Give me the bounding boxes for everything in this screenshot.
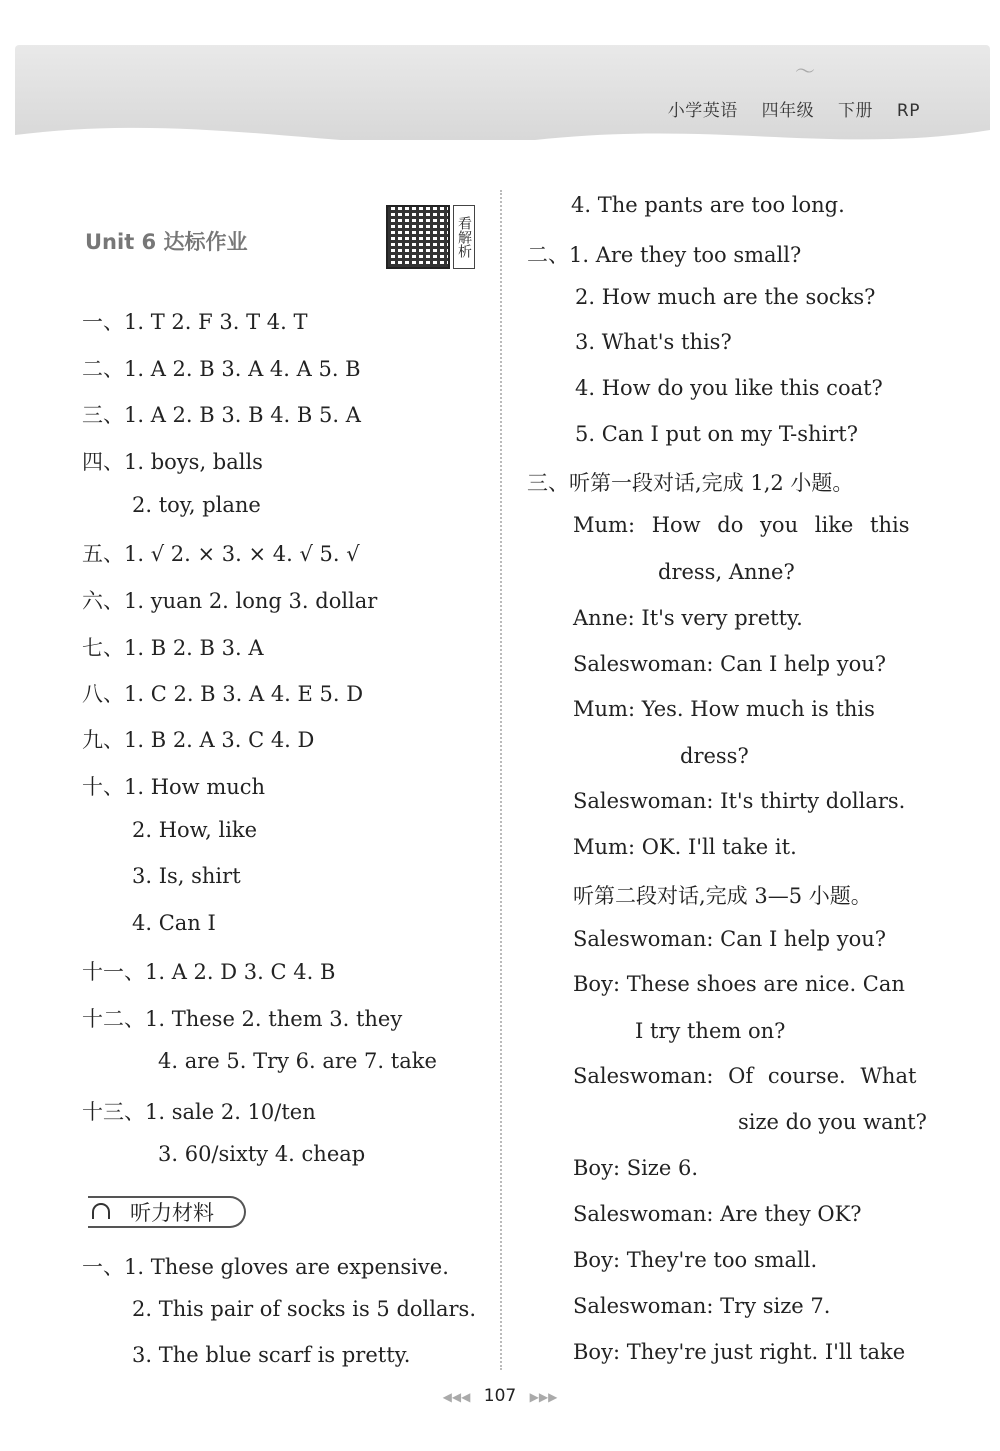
- right-line-24: Boy: They're too small.: [573, 1248, 818, 1272]
- answer-section-6: 六、1. yuan 2. long 3. dollar: [82, 589, 378, 613]
- edition: RP: [896, 101, 920, 121]
- grade: 四年级: [761, 101, 815, 121]
- answer-section-3: 三、1. A 2. B 3. B 4. B 5. A: [82, 403, 361, 427]
- qr-label: 看解析: [453, 205, 475, 269]
- right-line-19: I try them on?: [635, 1019, 786, 1043]
- bird-icon: 〜: [795, 59, 815, 83]
- right-line-12: Mum: Yes. How much is this: [573, 697, 875, 721]
- right-line-20: Saleswoman: Of course. What: [573, 1064, 917, 1088]
- answer-section-10: 十、1. How much: [82, 775, 266, 799]
- answer-section-4-line2: 2. toy, plane: [132, 493, 261, 517]
- right-line-2: 二、1. Are they too small?: [527, 243, 802, 267]
- right-line-4: 3. What's this?: [575, 330, 732, 354]
- answer-section-11: 十一、1. A 2. D 3. C 4. B: [82, 960, 336, 984]
- right-line-16: 听第二段对话,完成 3—5 小题。: [573, 884, 872, 908]
- answer-section-13-line2: 3. 60/sixty 4. cheap: [158, 1142, 366, 1166]
- answer-section-13: 十三、1. sale 2. 10/ten: [82, 1100, 316, 1124]
- answer-section-5: 五、1. √ 2. × 3. × 4. √ 5. √: [82, 542, 360, 566]
- right-line-15: Mum: OK. I'll take it.: [573, 835, 797, 859]
- answer-section-9: 九、1. B 2. A 3. C 4. D: [82, 728, 315, 752]
- right-line-6: 5. Can I put on my T-shirt?: [575, 422, 858, 446]
- right-line-26: Boy: They're just right. I'll take: [573, 1340, 906, 1364]
- book-info: [650, 96, 920, 121]
- right-line-22: Boy: Size 6.: [573, 1156, 698, 1180]
- answer-section-8: 八、1. C 2. B 3. A 4. E 5. D: [82, 682, 364, 706]
- volume: 下册: [838, 101, 874, 121]
- right-line-13: dress?: [680, 744, 749, 768]
- right-line-8: Mum: How do you like this: [573, 513, 910, 537]
- answer-section-2: 二、1. A 2. B 3. A 4. A 5. B: [82, 357, 361, 381]
- right-line-25: Saleswoman: Try size 7.: [573, 1294, 831, 1318]
- listening-title: 听力材料: [130, 1201, 214, 1225]
- listening-left-1: 一、1. These gloves are expensive.: [82, 1255, 449, 1279]
- right-line-5: 4. How do you like this coat?: [575, 376, 883, 400]
- right-line-17: Saleswoman: Can I help you?: [573, 927, 886, 951]
- page-footer: [0, 1386, 1000, 1406]
- right-line-11: Saleswoman: Can I help you?: [573, 652, 886, 676]
- next-arrows-icon: ▶▶▶: [529, 1390, 558, 1404]
- right-line-21: size do you want?: [738, 1110, 927, 1134]
- listening-left-2: 2. This pair of socks is 5 dollars.: [132, 1297, 476, 1321]
- answer-section-1: 一、1. T 2. F 3. T 4. T: [82, 310, 308, 334]
- header-banner: [15, 45, 990, 140]
- right-line-1: 4. The pants are too long.: [571, 193, 845, 217]
- answer-section-12-line2: 4. are 5. Try 6. are 7. take: [158, 1049, 437, 1073]
- qr-code-icon[interactable]: [386, 205, 450, 269]
- answer-section-10-line3: 3. Is, shirt: [132, 864, 241, 888]
- column-divider: [500, 190, 502, 1370]
- answer-section-10-line4: 4. Can I: [132, 911, 216, 935]
- right-line-7: 三、听第一段对话,完成 1,2 小题。: [527, 471, 854, 495]
- right-line-18: Boy: These shoes are nice. Can: [573, 972, 905, 996]
- answer-section-12: 十二、1. These 2. them 3. they: [82, 1007, 403, 1031]
- page-number: 107: [483, 1386, 517, 1406]
- right-line-10: Anne: It's very pretty.: [573, 606, 803, 630]
- headphone-icon: [92, 1203, 110, 1219]
- right-line-23: Saleswoman: Are they OK?: [573, 1202, 862, 1226]
- answer-section-7: 七、1. B 2. B 3. A: [82, 636, 264, 660]
- prev-arrows-icon: ◀◀◀: [442, 1390, 471, 1404]
- subject: 小学英语: [667, 101, 738, 121]
- listening-left-3: 3. The blue scarf is pretty.: [132, 1343, 411, 1367]
- answer-section-10-line2: 2. How, like: [132, 818, 258, 842]
- right-line-3: 2. How much are the socks?: [575, 285, 876, 309]
- right-line-14: Saleswoman: It's thirty dollars.: [573, 789, 906, 813]
- unit-title: Unit 6 达标作业: [85, 230, 248, 254]
- right-line-9: dress, Anne?: [658, 560, 795, 584]
- answer-section-4: 四、1. boys, balls: [82, 450, 263, 474]
